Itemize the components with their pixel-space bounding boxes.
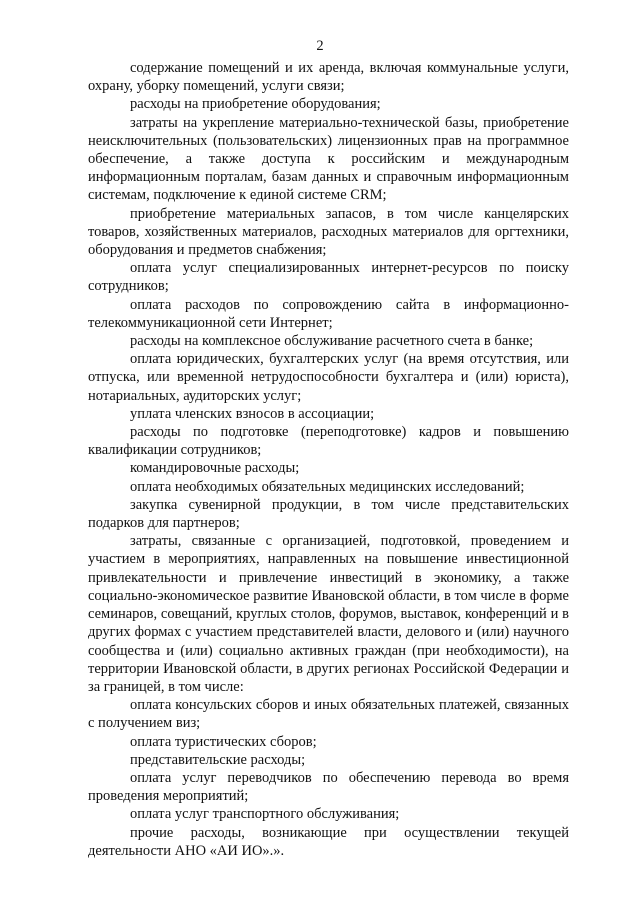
- paragraph-15: оплата консульских сборов и иных обязательных платежей, связанных с получением виз;: [88, 697, 569, 732]
- document-body: [88, 59, 569, 860]
- paragraph-11: командировочные расходы;: [130, 460, 300, 477]
- paragraph-9: уплата членских взносов в ассоциации;: [130, 405, 375, 422]
- paragraph-5: оплата услуг специализированных интернет-ресурсов по поиску сотрудников;: [88, 260, 569, 295]
- paragraph-3: затраты на укрепление материально-технической базы, приобретение неисключительных (пользовательских) лицензионных прав на программное обеспечение, а также доступа к российским и международным информационным порталам, базам данных и справочным информационным системам, подключение к единой системе CRM;: [88, 114, 569, 204]
- paragraph-4: приобретение материальных запасов, в том числе канцелярских товаров, хозяйственных материалов, расходных материалов для оргтехники, оборудования и предметов снабжения;: [88, 205, 569, 259]
- paragraph-16: оплата туристических сборов;: [130, 733, 317, 750]
- paragraph-19: оплата услуг транспортного обслуживания;: [130, 806, 400, 823]
- paragraph-14: затраты, связанные с организацией, подготовкой, проведением и участием в мероприятиях, направленных на повышение инвестиционной привлекательности и привлечение инвестиций в экономику, а также социально-экономическое развитие Ивановской области, в том числе в форме семинаров, совещаний, круглых столов, форумов, выставок, конференций и в других формах с участием представителей власти, делового и (или) научного сообщества и (или) социально активных граждан (при необходимости), на территории Ивановской области, в других регионах Российской Федерации и за границей, в том числе:: [88, 533, 569, 695]
- paragraph-17: представительские расходы;: [130, 751, 306, 768]
- paragraph-20: прочие расходы, возникающие при осуществлении текущей деятельности АНО «АИ ИО».».: [88, 824, 569, 859]
- paragraph-10: расходы по подготовке (переподготовке) кадров и повышению квалификации сотрудников;: [88, 424, 569, 459]
- paragraph-6: оплата расходов по сопровождению сайта в информационно-телекоммуникационной сети Интернет;: [88, 296, 569, 331]
- paragraph-13: закупка сувенирной продукции, в том числе представительских подарков для партнеров;: [88, 496, 569, 532]
- paragraph-2: расходы на приобретение оборудования;: [130, 96, 381, 113]
- paragraph-12: оплата необходимых обязательных медицинских исследований;: [130, 478, 525, 495]
- paragraph-18: оплата услуг переводчиков по обеспечению перевода во время проведения мероприятий;: [88, 769, 569, 805]
- page-number: 2: [316, 38, 324, 54]
- paragraph-1: содержание помещений и их аренда, включая коммунальные услуги, охрану, уборку помещений, услуги связи;: [88, 60, 569, 95]
- paragraph-8: оплата юридических, бухгалтерских услуг (на время отсутствия, или отпуска, или временной нетрудоспособности бухгалтера и (или) юриста), нотариальных, аудиторских услуг;: [88, 351, 569, 404]
- paragraph-7: расходы на комплексное обслуживание расчетного счета в банке;: [130, 333, 534, 350]
